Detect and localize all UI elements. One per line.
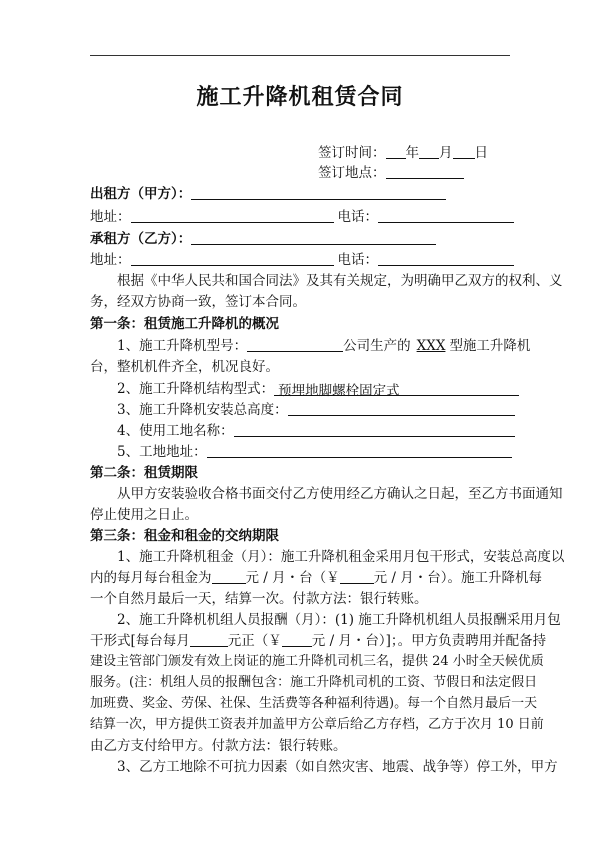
crew-para-line-1: 2、施工升降机机组人员报酬（月）：(1) 施工升降机机组人员报酬采用月包 (117, 612, 561, 628)
sign-place-line (318, 163, 464, 183)
rent-amount-blank (212, 569, 246, 584)
rent-para-line-1: 1、施工升降机租金（月）：施工升降机租金采用月包干形式，安装总高度以 (117, 549, 565, 565)
lessor-line (90, 184, 446, 204)
preamble-line-2: 务，经双方协商一致，签订本合同。 (90, 294, 306, 310)
rent-para-line-3: 一个自然月最后一天，结算一次。付款方法：银行转账。 (90, 591, 428, 607)
site-name-label: 4、使用工地名称： (117, 423, 234, 439)
month-blank (419, 144, 439, 159)
article1-heading: 第一条：租赁施工升降机的概况 (90, 316, 279, 332)
article2-line-1: 从甲方安装验收合格书面交付乙方使用经乙方确认之日起，至乙方书面通知 (117, 486, 563, 502)
lessee-phone-blank (378, 251, 514, 266)
phone-label: 电话： (337, 209, 378, 225)
preamble-line-1: 根据《中华人民共和国合同法》及其有关规定，为明确甲乙双方的权利、义 (117, 273, 563, 289)
article1-item3-line (117, 400, 515, 420)
month-label: 月 (439, 145, 453, 161)
crew-para-line-2 (90, 631, 546, 651)
lessee-label: 承租方（乙方）： (90, 231, 192, 247)
sign-place-blank (386, 164, 464, 179)
model-xxx: XXX (416, 338, 446, 354)
crew-para-line-6: 结算一次，甲方提供工资表并加盖甲方公章后给乙方存档，乙方于次月 10 日前 (90, 717, 544, 732)
lessee-blank (191, 230, 436, 245)
address-label: 地址： (90, 209, 131, 225)
sign-time-label: 签订时间： (318, 145, 386, 161)
clause3-line-1: 3、乙方工地除不可抗力因素（如自然灾害、地震、战争等）停工外，甲方 (117, 759, 558, 775)
model-label: 1、施工升降机型号： (117, 338, 248, 354)
crew-para-line-4: 服务。(注：机组人员的报酬包含：施工升降机司机的工资、节假日和法定假日 (90, 675, 538, 690)
site-name-blank (234, 422, 515, 437)
article1-item1-line (117, 336, 530, 356)
lessor-address-line (90, 207, 514, 227)
model-suffix: 型施工升降机 (449, 338, 531, 354)
structure-value: 预埋地脚螺栓固定式 (278, 383, 400, 399)
article1-item5-line (117, 442, 512, 462)
article1-item2-line (117, 379, 519, 399)
sign-place-label: 签订地点： (318, 165, 386, 181)
article2-line-2: 停止使用之日止。 (90, 507, 198, 523)
top-rule (90, 55, 510, 56)
year-blank (386, 144, 406, 159)
day-blank (453, 144, 475, 159)
height-label: 3、施工升降机安装总高度： (117, 402, 288, 418)
article1-item4-line (117, 421, 515, 441)
crew-para-line-5: 加班费、奖金、劳保、社保、生活费等各种福利待遇)。每一个自然月最后一天 (90, 696, 538, 711)
crew-text-b: 元正（￥ (227, 633, 282, 649)
crew-amount-blank (190, 632, 228, 647)
lessor-blank (191, 185, 446, 200)
manufacturer-text: 公司生产的 (343, 338, 411, 354)
day-label: 日 (474, 145, 488, 161)
lessee-line (90, 229, 436, 249)
crew-amount-figure-blank (282, 632, 312, 647)
structure-value-field (274, 381, 519, 399)
height-blank (288, 401, 515, 416)
structure-label: 2、施工升降机结构型式： (117, 381, 275, 397)
crew-text-c: 元 / 月・台）]；。甲方负责聘用并配备持 (311, 633, 547, 649)
crew-para-line-7: 由乙方支付给甲方。付款方法：银行转账。 (90, 738, 347, 754)
lessor-phone-blank (378, 208, 514, 223)
article1-item1-cont: 台，整机机件齐全，机况良好。 (90, 359, 279, 375)
crew-para-line-3: 建设主管部门颁发有效上岗证的施工升降机司机三名，提供 24 小时全天候优质 (90, 654, 544, 669)
rent-text-a: 内的每月每台租金为 (90, 570, 212, 586)
rent-text-c: 元 / 月・台）。施工升降机每 (373, 570, 543, 586)
crew-text-a: 干形式[每台每月 (90, 633, 190, 649)
lessor-label: 出租方（甲方）： (90, 186, 192, 202)
article3-heading: 第三条：租金和租金的交纳期限 (90, 528, 279, 544)
model-blank (247, 337, 343, 352)
rent-text-b: 元 / 月・台（￥ (245, 570, 340, 586)
phone-label: 电话： (337, 252, 378, 268)
lessee-address-line (90, 250, 514, 270)
site-address-blank (207, 443, 512, 458)
rent-amount-figure-blank (340, 569, 374, 584)
article2-heading: 第二条：租赁期限 (90, 465, 198, 481)
address-label: 地址： (90, 252, 131, 268)
lessor-address-blank (131, 208, 334, 223)
rent-para-line-2 (90, 568, 542, 588)
lessee-address-blank (131, 251, 334, 266)
site-address-label: 5、工地地址： (117, 444, 207, 460)
year-label: 年 (405, 145, 419, 161)
document-title: 施工升降机租赁合同 (196, 84, 404, 110)
sign-time-line (318, 143, 488, 163)
